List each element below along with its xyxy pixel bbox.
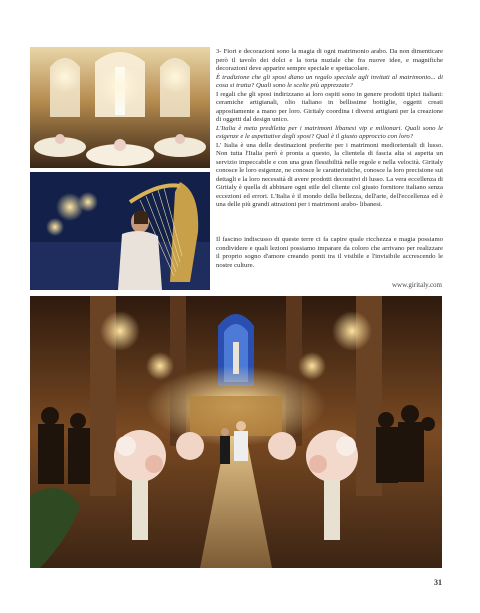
harpist-illustration (30, 172, 210, 290)
question-gifts: È tradizione che gli sposi diano un regalo speciale agli invitati al matrimonio... di cosa si tratta? Quali sono le scelte più apprezzate? (216, 73, 443, 89)
harpist-photo (30, 172, 210, 290)
article-text-flowers: 3- Fiori e decorazioni sono la magia di ogni matrimonio arabo. Da non dimenticare però il tavolo dei dolci e la torta nuziale che fra nuove idee, e magnifiche decorazioni deve apparire sempre speciale e spettacolare. (216, 48, 443, 72)
article-text-closing: Il fascino indiscusso di queste terre ci fa capire quale ricchezza e magia possiamo condividere e quali lezioni possiamo imparare da coloro che arrivano per realizzare il proprio sogno d'amore creando ponti tra il visibile e l'invisibile accrescendo le nostre culture. (216, 236, 443, 269)
article-closing (216, 236, 443, 270)
article-text-italy: L' Italia è una delle destinazioni preferite per i matrimoni mediorientali di lusso. Non tutta l'Italia però è pronta a questo, la clientela di fascia alta si aspetta un servizio impeccabile e con una gran flessibilità nelle regole e nella velocità. Giritaly conosce le loro esigenze, ne conosce le caratteristiche, conosce la loro precisione sui dettagli e la loro necessità di avere prodotti decorativi di lusso. La vera eccellenza di Giritaly è quella di abbinare ogni stile del cliente col giusto fornitore italiano senza eccezioni ed errori. L'Italia è il mondo della bellezza, dell'arte, dell'eccellenza ed è una delle più grandi attrazioni per i matrimoni arabo- libanesi. (216, 141, 443, 208)
ballroom-photo (30, 47, 210, 168)
church-illustration (30, 296, 442, 568)
article-body (216, 48, 443, 210)
question-vip-weddings: L'Italia è meta prediletta per i matrimoni libanesi vip e milionari. Quali sono le esigenze e le aspettative degli sposi? Qual è il giusto approccio con loro? (216, 124, 443, 140)
page-number: 31 (434, 578, 442, 587)
website-link[interactable]: www.giritaly.com (391, 281, 442, 289)
article-text-gifts: I regali che gli sposi indirizzano ai loro ospiti sono in genere prodotti tipici italiani: ceramiche artigianali, olio italiano in bellissime bottiglie, oggetti creati appositamente a mano per loro. Giritaly coordina i diversi artigiani per la creazione di oggetti dal design unico. (216, 90, 443, 123)
ballroom-illustration (30, 47, 210, 168)
church-ceremony-photo (30, 296, 442, 568)
